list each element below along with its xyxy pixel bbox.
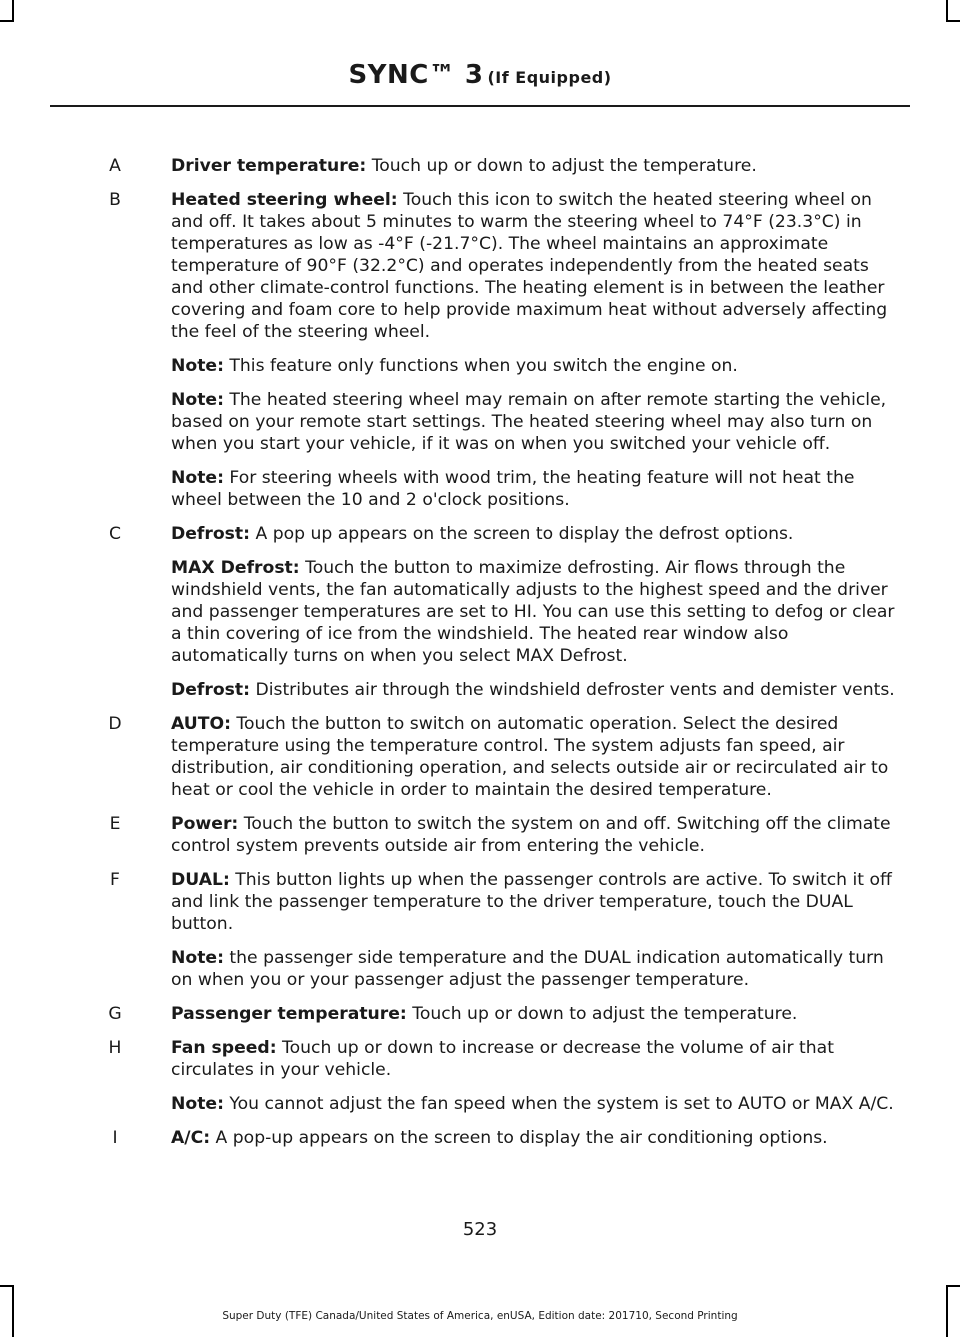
entry-f <box>0 869 960 991</box>
entry-text: This button lights up when the passenger controls are active. To switch it off and link the passenger temperature to the driver temperature, touch the DUAL button. <box>171 870 892 934</box>
crop-mark <box>0 20 14 22</box>
entry-i <box>0 1127 960 1149</box>
entry-key: E <box>109 814 121 834</box>
page-number: 523 <box>462 1219 498 1240</box>
entry-d <box>0 713 960 801</box>
entry-note <box>171 679 902 701</box>
entry-key: D <box>108 714 122 734</box>
entry-text: Distributes air through the windshield defroster vents and demister vents. <box>250 680 895 700</box>
page-header <box>0 60 960 90</box>
entry-g <box>0 1003 960 1025</box>
entry-text: The heated steering wheel may remain on after remote starting the vehicle, based on your remote start settings. The heated steering wheel may also turn on when you start your vehicle, if it was on when you switched your vehicle off. <box>171 390 887 454</box>
header-subtitle: (If Equipped) <box>487 68 612 87</box>
entry-c <box>0 523 960 701</box>
entry-text: Touch up or down to adjust the temperature. <box>366 156 757 176</box>
entry-description <box>171 813 902 857</box>
entry-label: Note: <box>171 356 224 376</box>
entry-label: Driver temperature: <box>171 156 367 176</box>
entry-key: A <box>109 156 121 176</box>
entry-text: You cannot adjust the fan speed when the system is set to AUTO or MAX A/C. <box>223 1094 894 1114</box>
entry-label: AUTO: <box>171 714 231 734</box>
entry-description <box>171 189 902 343</box>
entry-text: Touch up or down to adjust the temperature. <box>406 1004 798 1024</box>
header-title: SYNC™ 3 <box>348 60 484 90</box>
definition-list <box>0 155 960 1161</box>
entry-note <box>171 1093 902 1115</box>
entry-description <box>171 523 902 545</box>
entry-label: Note: <box>171 1094 224 1114</box>
entry-label: DUAL: <box>171 870 230 890</box>
entry-text: Touch the button to switch on automatic operation. Select the desired temperature using the temperature control. The system adjusts fan speed, air distribution, air conditioning operation, and selects outside air or recirculated air to heat or cool the vehicle in order to maintain the desired temperature. <box>171 714 889 800</box>
entry-note <box>171 557 902 667</box>
entry-key: C <box>108 524 121 544</box>
entry-e <box>0 813 960 857</box>
entry-text: A pop up appears on the screen to display the defrost options. <box>250 524 794 544</box>
entry-description <box>171 869 902 935</box>
entry-description <box>171 1127 902 1149</box>
entry-text: This feature only functions when you switch the engine on. <box>223 356 738 376</box>
entry-key: B <box>109 190 121 210</box>
crop-mark <box>946 20 960 22</box>
entry-label: Note: <box>171 468 224 488</box>
entry-label: Passenger temperature: <box>171 1004 407 1024</box>
entry-description <box>171 1037 902 1081</box>
entry-label: Defrost: <box>171 680 251 700</box>
entry-b <box>0 189 960 511</box>
entry-description <box>171 155 902 177</box>
entry-description <box>171 1003 902 1025</box>
entry-label: A/C: <box>171 1128 211 1148</box>
entry-note <box>171 389 902 455</box>
entry-text: For steering wheels with wood trim, the heating feature will not heat the wheel between the 10 and 2 o'clock positions. <box>171 468 855 510</box>
entry-h <box>0 1037 960 1115</box>
entry-label: Note: <box>171 390 224 410</box>
entry-label: Note: <box>171 948 224 968</box>
entry-text: A pop-up appears on the screen to display the air conditioning options. <box>210 1128 828 1148</box>
entry-a <box>0 155 960 177</box>
entry-description <box>171 713 902 801</box>
entry-text: Touch the button to maximize defrosting. Air flows through the windshield vents, the fan automatically adjusts to the highest speed and the driver and passenger temperatures are set to HI. You can use this setting to defog or clear a thin covering of ice from the windshield. The heated rear window also automatically turns on when you select MAX Defrost. <box>171 558 895 666</box>
crop-mark <box>12 0 14 22</box>
entry-key: H <box>108 1038 122 1058</box>
footer-text: Super Duty (TFE) Canada/United States of America, enUSA, Edition date: 201710, Second Printing <box>222 1310 738 1322</box>
entry-text: Touch the button to switch the system on and off. Switching off the climate control system prevents outside air from entering the vehicle. <box>171 814 891 856</box>
header-divider <box>50 105 910 107</box>
entry-note <box>171 355 902 377</box>
entry-key: F <box>110 870 120 890</box>
entry-text: Touch this icon to switch the heated steering wheel on and off. It takes about 5 minutes to warm the steering wheel to 74°F (23.3°C) in temperatures as low as -4°F (-21.7°C). The wheel maintains an approximate temperature of 90°F (32.2°C) and operates independently from the heated seats and other climate-control functions. The heating element is in between the leather covering and foam core to help provide maximum heat without adversely affecting the feel of the steering wheel. <box>171 190 888 342</box>
crop-mark <box>0 1285 14 1287</box>
entry-label: MAX Defrost: <box>171 558 300 578</box>
entry-label: Heated steering wheel: <box>171 190 398 210</box>
entry-text: Touch up or down to increase or decrease the volume of air that circulates in your vehicle. <box>171 1038 834 1080</box>
entry-note <box>171 947 902 991</box>
entry-label: Power: <box>171 814 239 834</box>
entry-key: I <box>112 1128 118 1148</box>
entry-key: G <box>108 1004 122 1024</box>
entry-label: Defrost: <box>171 524 251 544</box>
crop-mark <box>946 1285 960 1287</box>
entry-label: Fan speed: <box>171 1038 277 1058</box>
entry-text: the passenger side temperature and the DUAL indication automatically turn on when you or your passenger adjust the passenger temperature. <box>171 948 884 990</box>
crop-mark <box>946 0 948 22</box>
entry-note <box>171 467 902 511</box>
